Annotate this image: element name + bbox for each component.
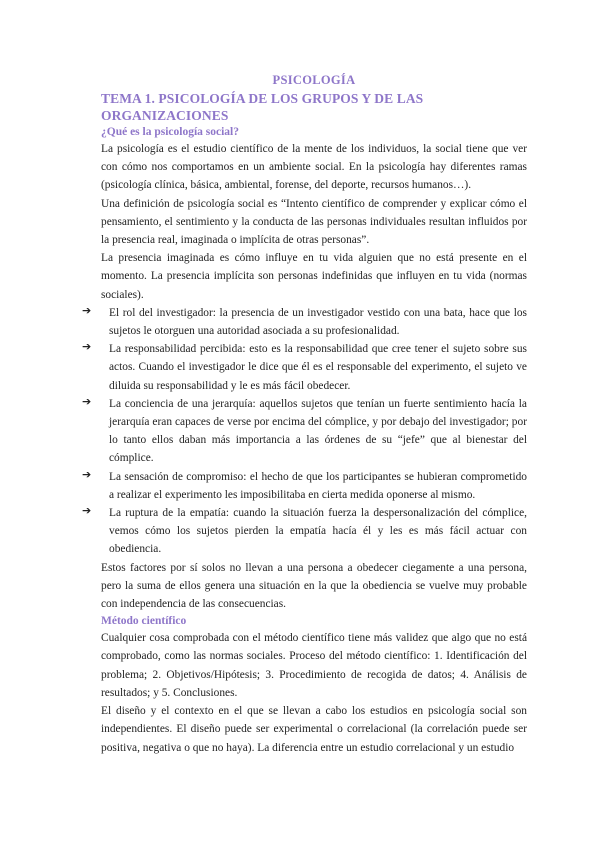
arrow-right-icon: ➔ [82,340,92,354]
factor-list [82,303,527,559]
paragraph: Una definición de psicología social es “Intento científico de comprender y explicar cómo el pensamiento, el sentimiento y la conducta de las personas individuales resultan influidos por la presencia real, imaginada o implícita de otras personas”. [101,197,527,247]
list-item-text: La sensación de compromiso: el hecho de que los participantes se hubieran comprometido a realizar el experimento les imposibilitaba en cierta medida oponerse al mismo. [109,470,527,501]
paragraph: La psicología es el estudio científico de la mente de los individuos, la social tiene que ver con cómo nos comportamos en un ambiente social. En la psicología hay diferentes ramas (psicología clínica, básica, ambiental, forense, del deporte, recursos humanos…). [101,143,527,192]
paragraph: Cualquier cosa comprobada con el método científico tiene más validez que algo que no está comprobado, como las normas sociales. Proceso del método científico: 1. Identificación del problema; 2. Objetivos/Hipótesis; 3. Procedimiento de recogida de datos; 4. Análisis de resultados; y 5. Conclusiones. [101,632,527,699]
arrow-right-icon: ➔ [82,467,92,481]
list-item-text: La ruptura de la empatía: cuando la situación fuerza la despersonalización del cómplice, vemos cómo los sujetos pierden la empatía hacía él y les es más fácil actuar con obediencia. [109,507,527,556]
arrow-right-icon: ➔ [82,303,92,317]
arrow-right-icon: ➔ [82,394,92,408]
list-item [82,467,527,504]
list-item [82,504,527,559]
list-item [82,303,527,340]
list-item-text: La conciencia de una jerarquía: aquellos sujetos que tenían un fuerte sentimiento hacía la jerarquía eran capaces de verse por encima del cómplice, y por debajo del investigador; por lo tanto ellos daban más importancia a las órdenes de su “jefe” que al bienestar del cómplice. [109,397,527,465]
document-page [82,72,527,757]
paragraph: La presencia imaginada es cómo influye en tu vida alguien que no está presente en el momento. La presencia implícita son personas indefinidas que influyen en tu vida (normas sociales). [101,252,527,301]
paragraph: El diseño y el contexto en el que se llevan a cabo los estudios en psicología social son independientes. El diseño puede ser experimental o correlacional (la correlación puede ser positiva, negativa o que no haya). La diferencia entre un estudio correlacional y un estudio [101,705,527,754]
list-item-text: El rol del investigador: la presencia de un investigador vestido con una bata, hace que los sujetos le otorguen una autoridad asociada a su profesionalidad. [109,306,527,338]
document-title: PSICOLOGÍA [272,73,356,87]
list-item [82,394,527,468]
list-item [82,340,527,395]
paragraph: Estos factores por sí solos no llevan a una persona a obedecer ciegamente a una persona, pero la suma de ellos genera una situación en la que la obediencia se vuelve muy probable con independencia de las consecuencias. [101,561,527,611]
arrow-right-icon: ➔ [82,504,92,518]
list-item-text: La responsabilidad percibida: esto es la responsabilidad que cree tener el sujeto sobre sus actos. Cuando el investigador le dice que él es el responsable del experimento, el sujeto ve diluida su responsabilidad y le es más fácil obedecer. [109,343,527,392]
document-subtitle: TEMA 1. PSICOLOGÍA DE LOS GRUPOS Y DE LAS ORGANIZACIONES [101,91,424,123]
section-heading-metodo-cientifico: Método científico [101,615,187,628]
section-heading-psicologia-social: ¿Qué es la psicología social? [101,126,239,138]
